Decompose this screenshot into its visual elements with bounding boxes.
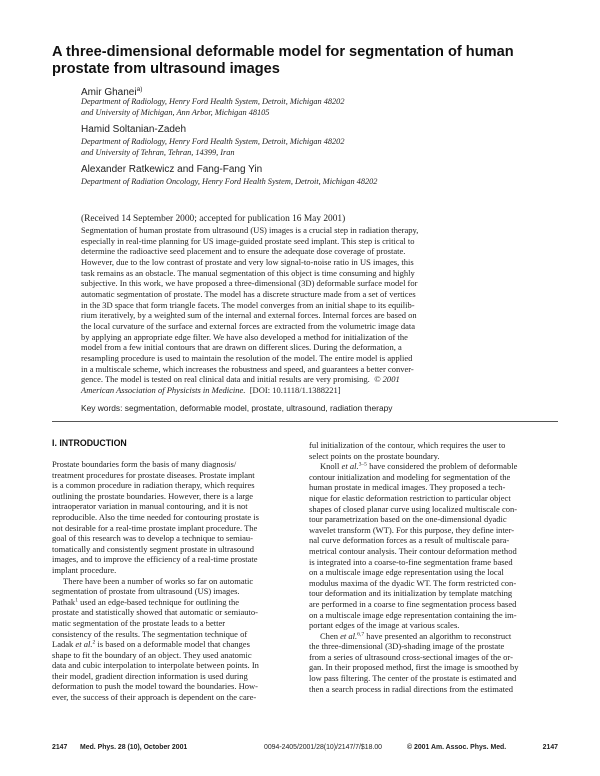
body-column-right xyxy=(309,440,547,694)
author-affiliation-3: Department of Radiation Oncology, Henry Ford Health System, Detroit, Michigan 48202 xyxy=(81,177,378,186)
abstract-copyright-prefix: © 2001 xyxy=(374,374,400,385)
abstract-line: determine the radioactive seed placement and to ensure the adequate dose coverage of prostate. xyxy=(81,246,406,257)
abstract-line: the local curvature of the surface and external forces are extracted from the volumetric image data xyxy=(81,320,416,331)
citation-ref: 2 xyxy=(92,639,96,646)
issn-code: 0094-2405/2001/28(10)/2147/7/$18.00 xyxy=(264,744,383,751)
abstract-line: in a multiscale scheme, which increases the robustness and speed, and guarantees a better conver- xyxy=(81,363,414,374)
abstract-line: Segmentation of human prostate from ultrasound (US) images is a crucial step in radiation therapy, xyxy=(81,225,419,235)
abstract-line: subjective. In this work, we have proposed a three-dimensional (3D) deformable surface model for xyxy=(81,278,418,289)
abstract-line: in the 3D space that form triangle facets. The model converges from an initial shape to its equilib- xyxy=(81,299,415,310)
abstract-line: rium iteratively, by a weighted sum of the internal and external forces. Internal forces are based on xyxy=(81,310,417,321)
author-name-1: Amir Ghanei$^{a)}$ xyxy=(81,86,143,98)
author-name-2: Hamid Soltanian-Zadeh xyxy=(81,124,187,135)
citation-ref: 6,7 xyxy=(357,631,365,638)
author-affiliation-2: Department of Radiology, Henry Ford Health System, Detroit, Michigan 48202 and University of Tehran, Tehran, 14399, Iran xyxy=(81,137,345,157)
paragraph: Chen et al.$^{6,7}$ have presented an algorithm to reconstruct the three-dimensional (3D)-shading image of the prostate from a series of ultrasound cross-sectional images of the or- gan. In their proposed method, first the image is smoothed by low pass filtering. The center of the prostate is estimated and then a search process in radial directions from the estimated xyxy=(309,630,519,694)
citation-ref: 1 xyxy=(75,597,78,604)
article-title: A three-dimensional deformable model for segmentation of human prostate from ultrasound images xyxy=(52,44,514,77)
author-name-3: Alexander Ratkewicz and Fang-Fang Yin xyxy=(81,164,263,175)
abstract-copyright: American Association of Physicists in Medicine. xyxy=(81,384,246,395)
section-heading: I. INTRODUCTION xyxy=(52,438,127,448)
abstract-line: model from a few initial contours that are drawn on different slices. During the deformation, a xyxy=(81,342,402,353)
abstract-line xyxy=(81,385,519,396)
abstract-line: gence. The model is tested on real clinical data and initial results are very promising. © 2001 xyxy=(81,374,400,385)
citation-ref: 3–5 xyxy=(358,461,367,468)
received-dates: (Received 14 September 2000; accepted for publication 16 May 2001) xyxy=(81,214,346,224)
abstract-line: automatic segmentation of prostate. The model has a discrete structure made from a set of vertices xyxy=(81,288,416,299)
keywords: Key words: segmentation, deformable model, prostate, ultrasound, radiation therapy xyxy=(81,403,393,413)
author-footnote-mark: a) xyxy=(136,86,143,93)
abstract-line: However, due to the low contrast of prostate and very low signal-to-noise ratio in US images, this xyxy=(81,256,414,267)
doi: [DOI: 10.1118/1.1388221] xyxy=(249,384,341,395)
paragraph: ful initialization of the contour, which requires the user to select points on the prostate boundary. xyxy=(309,440,506,461)
section-divider xyxy=(52,421,558,422)
page-footer xyxy=(52,742,558,754)
abstract-line: resampling procedure is used to maintain the resolution of the model. The entire model is applied xyxy=(81,352,413,363)
abstract-line: task remains as an obstacle. The manual segmentation of this object is time consuming and highly xyxy=(81,267,415,278)
footer-copyright: © 2001 Am. Assoc. Phys. Med. xyxy=(407,744,507,751)
body-column-left xyxy=(52,459,290,703)
journal-citation: Med. Phys. 28 (10), October 2001 xyxy=(80,744,188,751)
paragraph: Prostate boundaries form the basis of many diagnosis/ treatment procedures for prostate diseases. Prostate implant is a common procedure in radiation therapy, which requires outlining the prostate boundaries. However, there is a large intraoperator variation in manual contouring, and it is not reproducible. Also the time needed for contouring prostate is not desirable for a real-time prostate implant procedure. The goal of this research was to develop a technique to semiau- tomatically and consistently segment prostate in ultrasound images, and to improve the efficiency of a real-time prostate implant procedure. xyxy=(52,459,259,575)
paragraph: Knoll et al.$^{3-5}$ have considered the problem of deformable contour initialization and modeling for segmentation of the human prostate in medical images. They proposed a tech- nique for elastic deformation restriction to particular object shapes of closed planar curve using localized multiscale con- tour parametrization based on the one-dimensional dyadic wavelet transform (WT). For this purpose, they define inter- nal curve deformation forces as a result of multiscale para- metrical contour analysis. Their contour deformation method is integrated into a coarse-to-fine segmentation frame based on a multiscale image edge representation using the local modulus maxima of the dyadic WT. The form restricted con- tour deformation and its initialization by template matching are performed in a coarse to fine segmentation process based on a multiscale image edge representation containing the im- portant edges of the image at various scales. xyxy=(309,461,518,631)
abstract xyxy=(81,225,519,396)
page-number-left: 2147 xyxy=(52,744,68,751)
paragraph: There have been a number of works so far on automatic segmentation of prostate from ultrasound (US) images. Pathak$^1$ used an edge-based technique for outlining the prostate and statistically showed that automatic or semiauto- matic segmentation of the prostate leads to a better consistency of the results. The segmentation technique of Ladak et al.$^2$ is based on a deformable model that changes shape to fit the boundary of an object. They used anatomic data and cubic interpolation to interpolate between points. In their model, gradient direction information is used during deformation to push the model toward the boundaries. How- ever, the success of their approach is dependent on the care- xyxy=(52,575,259,703)
abstract-line: by applying an appropriate edge filter. We have also developed a method for initialization of the xyxy=(81,331,408,342)
author-affiliation-1: Department of Radiology, Henry Ford Health System, Detroit, Michigan 48202 and University of Michigan, Ann Arbor, Michigan 48105 xyxy=(81,97,345,117)
abstract-line: especially in real-time planning for US image-guided prostate seed implant. This step is critical to xyxy=(81,235,415,246)
page-number-right: 2147 xyxy=(542,744,558,751)
